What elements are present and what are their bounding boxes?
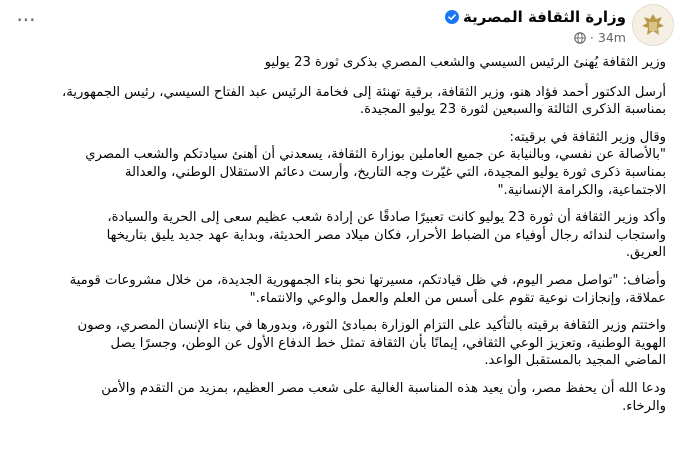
post-header <box>8 4 674 48</box>
more-options-icon[interactable]: ··· <box>16 8 36 32</box>
post-timestamp[interactable]: 34m <box>597 30 626 45</box>
eagle-emblem-icon <box>633 5 673 45</box>
post-paragraph-5: واختتم وزير الثقافة برقيته بالتأكيد على التزام الوزارة بمبادئ الثورة، وبدورها في بناء الإنسان المصري، وصون الهوية الوطنية، وتعزيز الوعي الثقافي، إيمانًا بأن الثقافة تمثل خط الدفاع الأول عن الوطن، وجسرًا يصل الماضي المجيد بالمستقبل الواعد. <box>77 318 666 369</box>
globe-icon[interactable] <box>574 32 586 44</box>
post-paragraph-3: وأكد وزير الثقافة أن ثورة 23 يوليو كانت تعبيرًا صادقًا عن إرادة شعب عظيم سعى إلى الحرية والسيادة، واستجاب لندائه رجال أوفياء من الضباط الأحرار، فكان ميلاد مصر الحديثة، وبداية عهد جديد يليق بتاريخها العريق. <box>106 210 666 261</box>
meta-separator: · <box>589 30 594 45</box>
post-meta <box>574 30 626 45</box>
post-paragraph-6: ودعا الله أن يحفظ مصر، وأن يعيد هذه المناسبة الغالية على شعب مصر العظيم، بمزيد من التقدم والأمن والرخاء. <box>101 380 666 414</box>
post-paragraph-2: وقال وزير الثقافة في برقيته: "بالأصالة عن نفسي، وبالنيابة عن جميع العاملين بوزارة الثقافة، يسعدني أن أهنئ سيادتكم والشعب المصري بمناسبة ذكرى ثورة يوليو المجيدة، التي غيّرت وجه التاريخ، وأرست دعائم الاستقلال الوطني، والعدالة الاجتماعية، والكرامة الإنسانية." <box>85 129 666 198</box>
post-body <box>12 54 666 425</box>
post-paragraph-4: وأضاف: "تواصل مصر اليوم، في ظل قيادتكم، مسيرتها نحو بناء الجمهورية الجديدة، من خلال مشروعات قومية عملاقة، وإنجازات نوعية تقوم على أسس من العلم والعمل والوعي والانتماء." <box>69 272 666 306</box>
post-headline: وزير الثقافة يُهنئ الرئيس السيسي والشعب المصري بذكرى ثورة 23 يوليو <box>264 55 666 70</box>
page-name[interactable]: وزارة الثقافة المصرية <box>463 8 626 26</box>
page-avatar[interactable] <box>632 4 674 46</box>
post-paragraph-1: أرسل الدكتور أحمد فؤاد هنو، وزير الثقافة، برقية تهنئة إلى فخامة الرئيس عبد الفتاح السيسي، رئيس الجمهورية، بمناسبة الذكرى الثالثة والسبعين لثورة 23 يوليو المجيدة. <box>62 84 666 118</box>
verified-badge-icon <box>445 10 459 24</box>
page-name-row <box>445 8 626 26</box>
